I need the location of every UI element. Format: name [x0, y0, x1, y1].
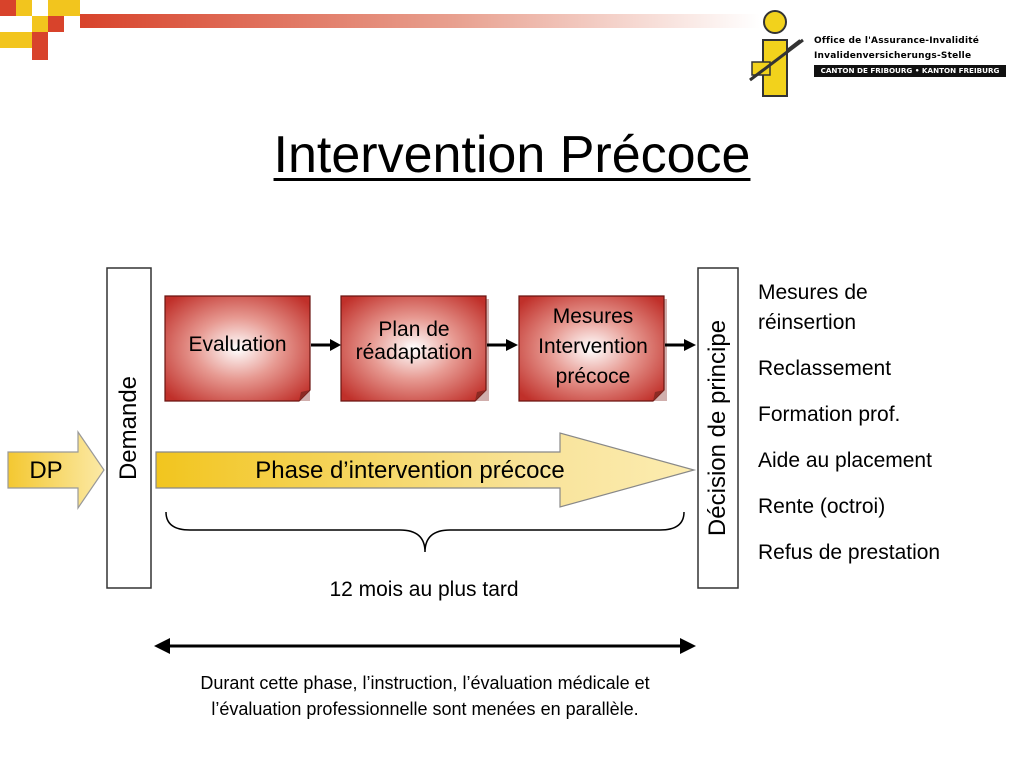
demande-label: Demande — [115, 375, 142, 481]
measure-placement: Aide au placement — [758, 449, 932, 472]
phase-label: Phase d’intervention précoce — [255, 457, 565, 484]
measure-refus: Refus de prestation — [758, 541, 941, 564]
dp-label: DP — [29, 457, 63, 484]
duration-label: 12 mois au plus tard — [329, 578, 519, 601]
step-label-evaluation: Evaluation — [188, 333, 287, 356]
decision-label: Décision de principe — [704, 319, 731, 537]
timeline-double-arrow — [154, 638, 696, 654]
note-line-1: Durant cette phase, l’instruction, l’évaluation médicale et — [200, 673, 650, 693]
step-label-mesures: Mesures Intervention précoce — [538, 305, 648, 388]
measure-reclassement: Reclassement — [758, 357, 892, 380]
header-decoration — [0, 0, 760, 60]
page-title: Intervention Précoce — [273, 126, 751, 184]
logo-text-stelle: Invalidenversicherungs-Stelle — [814, 51, 972, 61]
logo-text-canton: CANTON DE FRIBOURG • KANTON FREIBURG — [814, 65, 1006, 77]
note-line-2: l’évaluation professionnelle sont menées en parallèle. — [211, 699, 639, 719]
step-label-plan: Plan de réadaptation — [355, 318, 473, 364]
measure-formation: Formation prof. — [758, 403, 901, 426]
duration-brace — [166, 512, 684, 552]
measure-reinsertion: Mesures de réinsertion — [758, 281, 868, 334]
measure-rente: Rente (octroi) — [758, 495, 886, 518]
logo-text-office: Office de l'Assurance-Invalidité — [814, 36, 980, 46]
